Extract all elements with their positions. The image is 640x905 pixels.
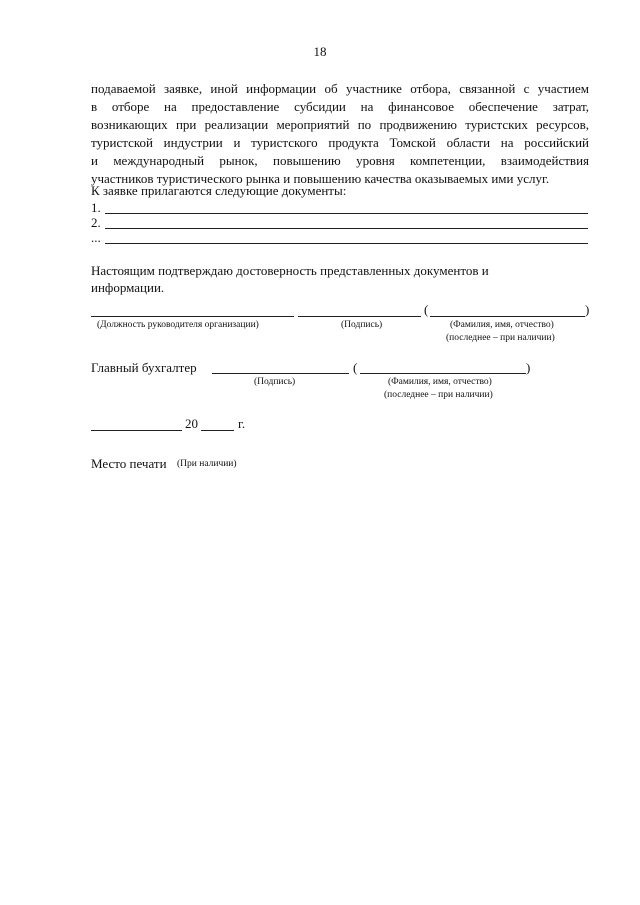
head-name-open-paren: ( <box>424 302 429 317</box>
attachments-intro: К заявке прилагаются следующие документы: <box>91 183 347 198</box>
attachment-item-2: 2. <box>91 215 101 230</box>
paragraph-line: возникающих при реализации мероприятий по продвижению туристских ресурсов, <box>91 117 589 132</box>
attachment-1-line <box>105 213 588 214</box>
paragraph-line: участников туристического рынка и повышению качества оказываемых ими услуг. <box>91 171 550 186</box>
accountant-signature-caption: (Подпись) <box>254 377 296 387</box>
head-name-caption: (Фамилия, имя, отчество) <box>450 320 554 330</box>
seal-label: Место печати <box>91 456 167 471</box>
head-name-line <box>430 316 585 317</box>
head-signature-line <box>298 316 421 317</box>
attachment-3-line <box>105 243 588 244</box>
confirmation-line-2: информации. <box>91 280 165 295</box>
date-line <box>91 430 182 431</box>
paragraph-line: и международный рынок, повышению уровня компетенции, взаимодействия <box>91 153 589 168</box>
date-year-line <box>201 430 234 431</box>
position-caption: (Должность руководителя организации) <box>97 320 259 330</box>
date-year-suffix: г. <box>238 416 246 431</box>
date-year-prefix: 20 <box>185 416 198 431</box>
attachment-item-3: ... <box>91 230 101 245</box>
paragraph-line: в отборе на предоставление субсидии на финансовое обеспечение затрат, <box>91 99 589 114</box>
accountant-signature-line <box>212 373 349 374</box>
position-line <box>91 316 294 317</box>
accountant-open-paren: ( <box>353 360 358 375</box>
accountant-name-line <box>360 373 526 374</box>
head-signature-caption: (Подпись) <box>341 320 383 330</box>
attachment-2-line <box>105 228 588 229</box>
seal-note: (При наличии) <box>177 459 237 469</box>
page-number: 18 <box>313 44 327 59</box>
head-name-close-paren: ) <box>585 302 590 317</box>
head-name-note: (последнее – при наличии) <box>446 333 555 343</box>
body-paragraph <box>91 80 589 188</box>
paragraph-line: туристской индустрии и туристского продукта Томской области на российский <box>91 135 589 150</box>
accountant-label: Главный бухгалтер <box>91 360 197 375</box>
attachment-item-1: 1. <box>91 200 101 215</box>
accountant-close-paren: ) <box>526 360 531 375</box>
paragraph-line: подаваемой заявке, иной информации об участнике отбора, связанной с участием <box>91 81 589 96</box>
confirmation-line-1: Настоящим подтверждаю достоверность представленных документов и <box>91 263 489 278</box>
accountant-name-note: (последнее – при наличии) <box>384 390 493 400</box>
accountant-name-caption: (Фамилия, имя, отчество) <box>388 377 492 387</box>
